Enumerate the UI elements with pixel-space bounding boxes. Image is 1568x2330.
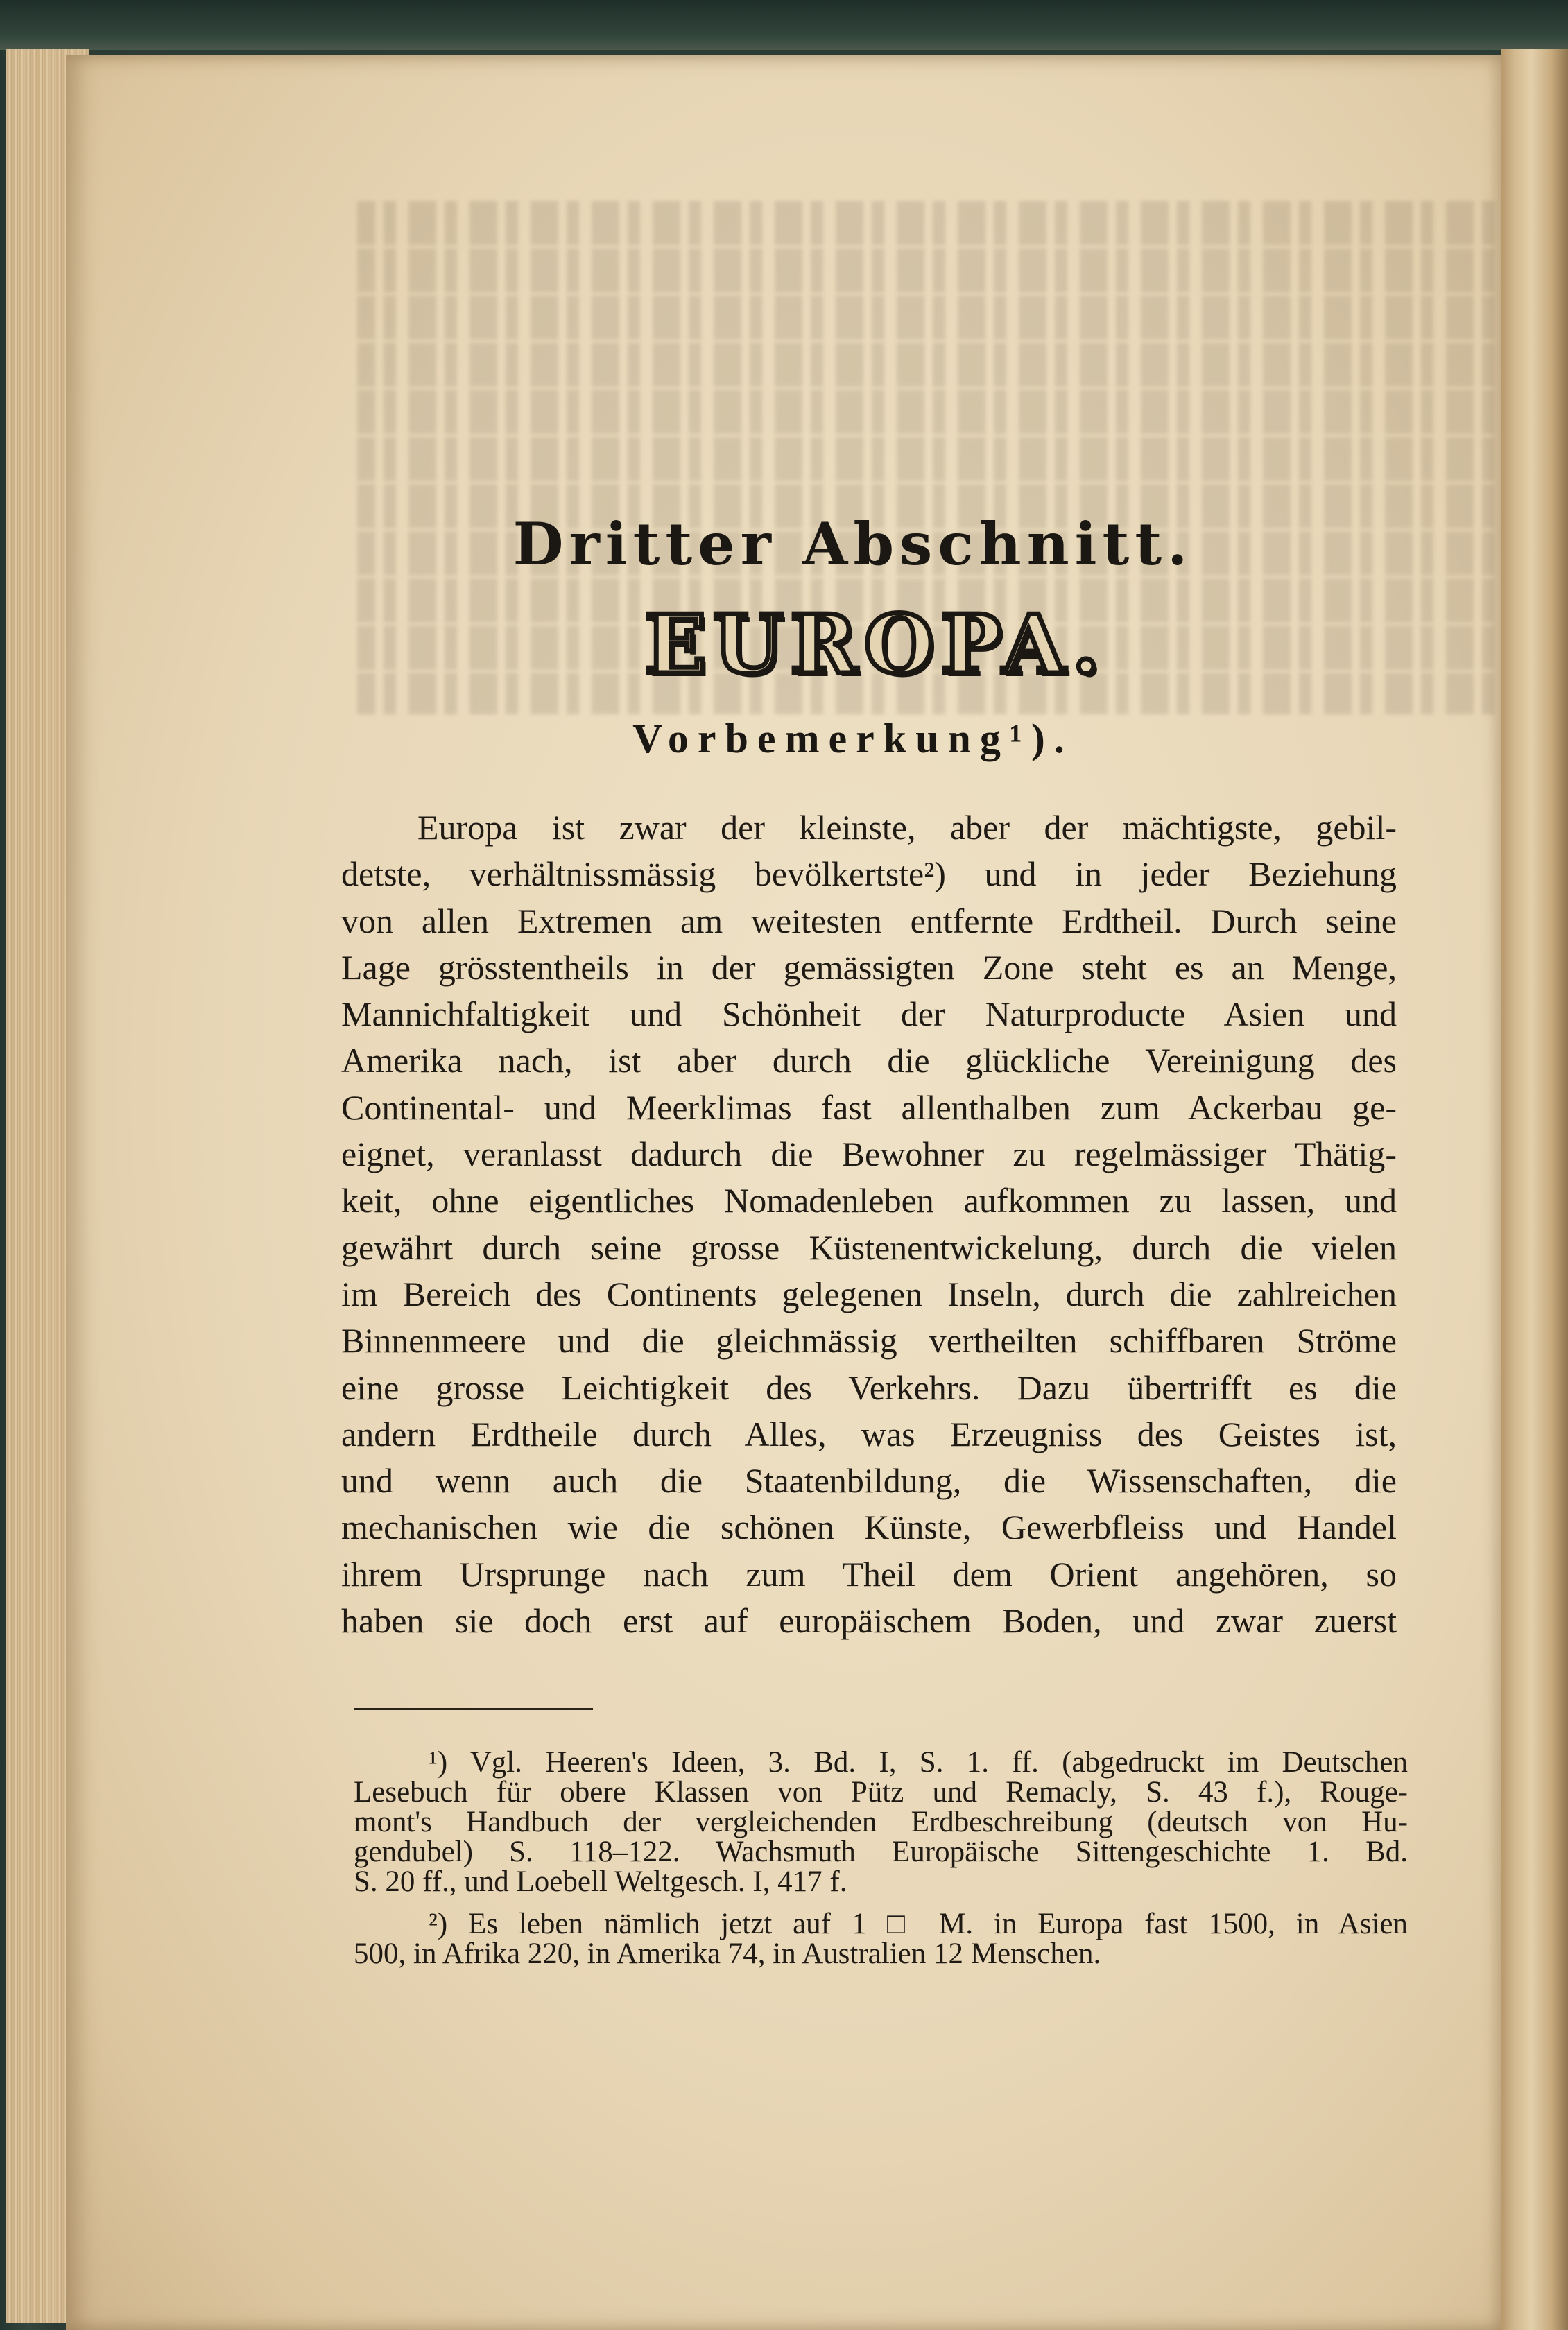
body-line: im Bereich des Continents gelegenen Inseln, durch die zahlreichen bbox=[341, 1274, 1397, 1313]
body-line: ihrem Ursprunge nach zum Theil dem Orient angehören, so bbox=[341, 1554, 1397, 1594]
body-line: keit, ohne eigentliches Nomadenleben aufkommen zu lassen, und bbox=[341, 1181, 1397, 1220]
body-line: Mannichfaltigkeit und Schönheit der Naturproducte Asien und bbox=[341, 994, 1397, 1034]
body-line: gewährt durch seine grosse Küstenentwickelung, durch die vielen bbox=[341, 1227, 1397, 1267]
body-line: Binnenmeere und die gleichmässig vertheilten schiffbaren Ströme bbox=[341, 1321, 1397, 1361]
body-line: Continental- und Meerklimas fast allenthalben zum Ackerbau ge- bbox=[341, 1087, 1397, 1127]
footnote-1-line: ¹) Vgl. Heeren's Ideen, 3. Bd. I, S. 1. ff. (abgedruckt im Deutschen bbox=[429, 1746, 1408, 1779]
footnote-1-line: mont's Handbuch der vergleichenden Erdbeschreibung (deutsch von Hu- bbox=[354, 1806, 1408, 1838]
body-line: eignet, veranlasst dadurch die Bewohner zu regelmässiger Thätig- bbox=[341, 1134, 1397, 1174]
footnote-divider bbox=[354, 1708, 593, 1710]
body-line: mechanischen wie die schönen Künste, Gewerbfleiss und Handel bbox=[341, 1508, 1397, 1547]
body-paragraph bbox=[341, 804, 1397, 1644]
section-heading: Dritter Abschnitt. bbox=[512, 510, 1194, 578]
body-line: Amerika nach, ist aber durch die glückliche Vereinigung des bbox=[341, 1041, 1397, 1080]
footnote-2-line: 500, in Afrika 220, in Amerika 74, in Australien 12 Menschen. bbox=[354, 1938, 1101, 1970]
preliminary-note-heading: Vorbemerkung¹). bbox=[632, 716, 1074, 761]
footnote-1-line: Lesebuch für obere Klassen von Pütz und Remacly, S. 43 f.), Rouge- bbox=[354, 1776, 1408, 1809]
body-line: haben sie doch erst auf europäischem Boden, und zwar zuerst bbox=[341, 1601, 1397, 1641]
footnotes bbox=[354, 1748, 1408, 1969]
footnote-2-line: ²) Es leben nämlich jetzt auf 1 □ M. in Europa fast 1500, in Asien bbox=[429, 1908, 1408, 1940]
body-line: andern Erdtheile durch Alles, was Erzeugniss des Geistes ist, bbox=[341, 1414, 1397, 1453]
body-line: detste, verhältnissmässig bevölkertste²) und in jeder Beziehung bbox=[341, 854, 1397, 894]
footnote-1-line: S. 20 ff., und Loebell Weltgesch. I, 417 f. bbox=[354, 1865, 847, 1898]
body-line: Lage grösstentheils in der gemässigten Zone steht es an Menge, bbox=[341, 947, 1397, 987]
region-heading: EUROPA. bbox=[645, 598, 1108, 692]
footnote-1-line: gendubel) S. 118–122. Wachsmuth Europäische Sittengeschichte 1. Bd. bbox=[354, 1836, 1408, 1868]
body-line: von allen Extremen am weitesten entfernte Erdtheil. Durch seine bbox=[341, 901, 1397, 940]
body-line: Europa ist zwar der kleinste, aber der mächtigste, gebil- bbox=[417, 808, 1397, 847]
body-line: und wenn auch die Staatenbildung, die Wissenschaften, die bbox=[341, 1461, 1397, 1501]
body-line: eine grosse Leichtigkeit des Verkehrs. Dazu übertrifft es die bbox=[341, 1367, 1397, 1407]
